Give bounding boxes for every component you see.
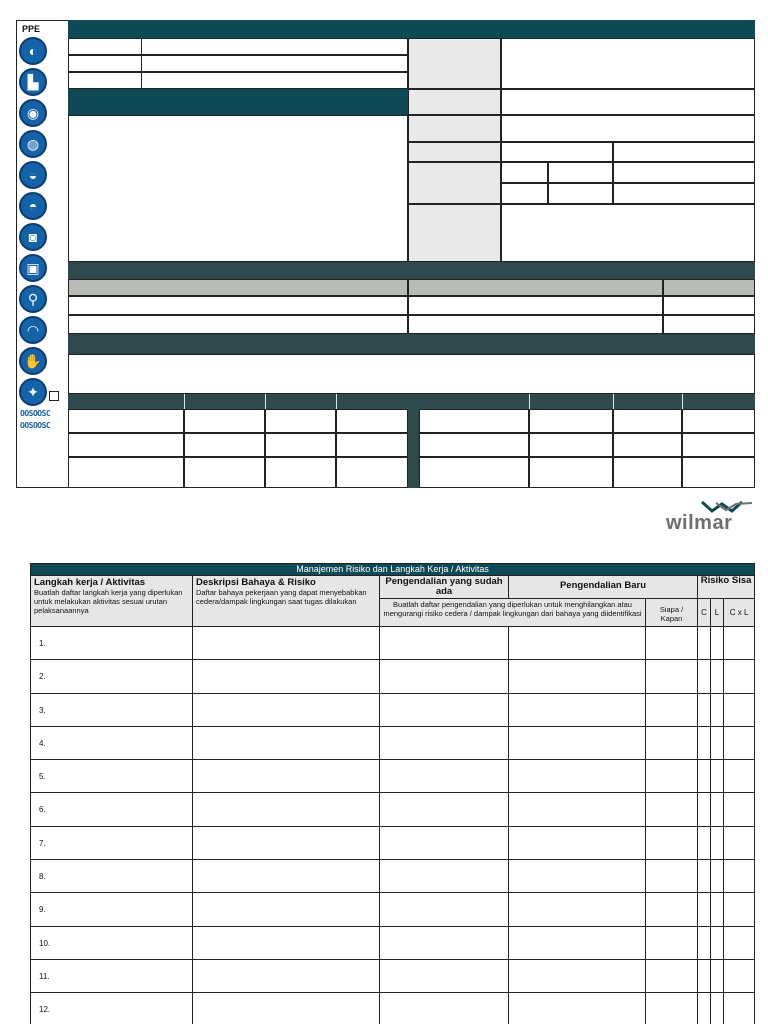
form-field-row[interactable] xyxy=(68,55,408,72)
signature-cell[interactable] xyxy=(613,457,682,488)
signature-cell[interactable] xyxy=(529,433,613,457)
table-cell[interactable] xyxy=(646,959,698,992)
table-cell[interactable] xyxy=(698,627,711,660)
form-value-cell[interactable] xyxy=(501,204,755,262)
table-cell[interactable] xyxy=(380,993,509,1024)
risk-table-body xyxy=(31,627,755,1024)
table-cell[interactable] xyxy=(646,993,698,1024)
col-desc: Daftar bahaya pekerjaan yang dapat menyebabkan cedera/dampak lingkungan saat tugas dilakukan xyxy=(196,588,367,606)
table-row xyxy=(31,993,755,1024)
form-value-cell[interactable] xyxy=(501,38,755,89)
ppe-other-checkbox[interactable] xyxy=(49,391,59,401)
form-label-cell xyxy=(408,142,501,162)
col-desc: Buatlah daftar langkah kerja yang diperlukan untuk melakukan aktivitas sesuai urutan pelaksanaannya xyxy=(34,588,183,615)
table-cell[interactable] xyxy=(698,726,711,759)
signature-cell[interactable] xyxy=(184,457,265,488)
table-cell[interactable] xyxy=(724,693,755,726)
col-header-existing-controls xyxy=(380,576,509,599)
ppe-pattern-row: OOSOOSC xyxy=(20,409,51,418)
notes-area[interactable] xyxy=(68,354,755,394)
table-row xyxy=(31,760,755,793)
table-cell[interactable] xyxy=(724,760,755,793)
who-when-text: Siapa / Kapan xyxy=(659,605,684,623)
table-cell[interactable] xyxy=(711,693,724,726)
table-cell[interactable] xyxy=(698,793,711,826)
table-cell[interactable] xyxy=(698,860,711,893)
table-cell[interactable] xyxy=(711,793,724,826)
col-title: Deskripsi Bahaya & Risiko xyxy=(196,577,316,588)
table-cell[interactable] xyxy=(408,296,663,315)
table-cell[interactable] xyxy=(509,726,646,759)
welding-mask-icon: ◙ xyxy=(19,223,47,251)
step-number-cell[interactable]: 2. xyxy=(31,660,193,693)
table-cell[interactable] xyxy=(698,660,711,693)
step-number-cell[interactable]: 6. xyxy=(31,793,193,826)
table-cell[interactable] xyxy=(711,826,724,859)
table-cell[interactable] xyxy=(646,893,698,926)
form-value-cell[interactable] xyxy=(613,142,755,162)
table-cell[interactable] xyxy=(724,893,755,926)
table-cell[interactable] xyxy=(380,726,509,759)
table-row xyxy=(31,926,755,959)
col-title: Risiko Sisa xyxy=(700,575,752,586)
table-cell[interactable] xyxy=(646,693,698,726)
table-row xyxy=(31,826,755,859)
gas-mask-icon: ◓ xyxy=(19,192,47,220)
table-cell[interactable] xyxy=(193,793,380,826)
form-label-cell xyxy=(408,204,501,262)
table-cell[interactable] xyxy=(193,860,380,893)
step-number-cell[interactable]: 10. xyxy=(31,926,193,959)
table-cell[interactable] xyxy=(646,760,698,793)
table-cell[interactable] xyxy=(646,926,698,959)
table-cell[interactable] xyxy=(698,959,711,992)
table-cell[interactable] xyxy=(380,893,509,926)
table-header-cell xyxy=(68,279,408,296)
form-value-cell[interactable] xyxy=(501,115,755,142)
table-cell[interactable] xyxy=(698,926,711,959)
header-divider xyxy=(336,394,337,409)
step-number-cell[interactable]: 11. xyxy=(31,959,193,992)
table-cell[interactable] xyxy=(380,760,509,793)
col-title: Langkah kerja / Aktivitas xyxy=(34,577,146,588)
header-divider xyxy=(184,394,185,409)
form-field-row[interactable] xyxy=(68,72,408,89)
step-number-cell[interactable]: 4. xyxy=(31,726,193,759)
signature-cell[interactable] xyxy=(336,433,408,457)
table-cell[interactable] xyxy=(646,860,698,893)
col-header-l: L xyxy=(711,599,724,627)
table-cell[interactable] xyxy=(509,993,646,1024)
table-cell[interactable] xyxy=(698,693,711,726)
signature-cell[interactable] xyxy=(265,433,336,457)
ppe-label: PPE xyxy=(22,24,41,34)
signature-cell[interactable] xyxy=(184,409,265,433)
ear-protection-icon: ◐ xyxy=(19,37,47,65)
signature-cell[interactable] xyxy=(613,433,682,457)
table-cell[interactable] xyxy=(193,959,380,992)
table-cell[interactable] xyxy=(193,826,380,859)
table-cell[interactable] xyxy=(711,660,724,693)
table-cell[interactable] xyxy=(711,993,724,1024)
safety-glasses-icon: ◉ xyxy=(19,99,47,127)
signature-cell[interactable] xyxy=(68,457,184,488)
table-cell[interactable] xyxy=(724,793,755,826)
signature-cell[interactable] xyxy=(682,457,755,488)
step-number-cell[interactable]: 1. xyxy=(31,627,193,660)
signature-cell[interactable] xyxy=(529,457,613,488)
table-cell[interactable] xyxy=(711,926,724,959)
safety-harness-icon: ✦ xyxy=(19,378,47,406)
form-value-cell[interactable] xyxy=(548,183,613,204)
table-row xyxy=(31,660,755,693)
header-divider xyxy=(613,394,614,409)
col-header-steps xyxy=(31,576,193,627)
respirator-mask-icon: ◒ xyxy=(19,161,47,189)
signature-cell[interactable] xyxy=(68,409,184,433)
table-cell[interactable] xyxy=(509,893,646,926)
table-cell[interactable] xyxy=(193,627,380,660)
table-cell[interactable] xyxy=(663,315,755,334)
table-cell[interactable] xyxy=(380,793,509,826)
table-cell[interactable] xyxy=(724,926,755,959)
table-cell[interactable] xyxy=(646,793,698,826)
table-cell[interactable] xyxy=(711,760,724,793)
logo-text: wilmar xyxy=(666,512,733,534)
step-number-cell[interactable]: 5. xyxy=(31,760,193,793)
form-value-cell[interactable] xyxy=(613,162,755,183)
hard-hat-icon: ◠ xyxy=(19,316,47,344)
table-cell[interactable] xyxy=(380,826,509,859)
table-cell[interactable] xyxy=(193,660,380,693)
table-cell[interactable] xyxy=(193,926,380,959)
form-label-cell xyxy=(408,162,501,204)
table-cell[interactable] xyxy=(646,627,698,660)
table-cell[interactable] xyxy=(509,693,646,726)
ppe-column xyxy=(16,20,68,488)
form-value-cell[interactable] xyxy=(501,162,548,183)
table-cell[interactable] xyxy=(193,893,380,926)
signature-cell[interactable] xyxy=(336,457,408,488)
header-divider xyxy=(265,394,266,409)
signature-cell[interactable] xyxy=(682,433,755,457)
safety-boots-icon: ▙ xyxy=(19,68,47,96)
table-header-cell xyxy=(663,279,755,296)
table-row xyxy=(31,726,755,759)
controls-description xyxy=(380,599,646,627)
table-cell[interactable] xyxy=(408,315,663,334)
table-cell[interactable] xyxy=(193,760,380,793)
table-cell[interactable] xyxy=(68,315,408,334)
table-row xyxy=(31,959,755,992)
col-title: Pengendalian yang sudah ada xyxy=(385,576,503,597)
description-area[interactable] xyxy=(68,115,408,262)
signature-cell[interactable] xyxy=(419,409,529,433)
table-cell[interactable] xyxy=(509,826,646,859)
signature-cell[interactable] xyxy=(419,457,529,488)
table-cell[interactable] xyxy=(698,993,711,1024)
table-cell[interactable] xyxy=(711,860,724,893)
signature-cell[interactable] xyxy=(613,409,682,433)
table-cell[interactable] xyxy=(711,959,724,992)
table-cell[interactable] xyxy=(724,860,755,893)
table-cell[interactable] xyxy=(698,826,711,859)
table-cell[interactable] xyxy=(711,726,724,759)
table-cell[interactable] xyxy=(646,826,698,859)
table-cell[interactable] xyxy=(724,993,755,1024)
table-cell[interactable] xyxy=(193,693,380,726)
form-value-cell[interactable] xyxy=(613,183,755,204)
table-cell[interactable] xyxy=(509,627,646,660)
col-header-hazards xyxy=(193,576,380,627)
table-cell[interactable] xyxy=(711,893,724,926)
apron-icon: ▣ xyxy=(19,254,47,282)
col-header-residual-risk xyxy=(698,576,755,599)
form-label-cell xyxy=(408,38,501,89)
step-number-cell[interactable]: 9. xyxy=(31,893,193,926)
header-divider xyxy=(529,394,530,409)
table-cell[interactable] xyxy=(380,926,509,959)
table-cell[interactable] xyxy=(380,959,509,992)
form-label-cell xyxy=(408,115,501,142)
table-cell[interactable] xyxy=(193,993,380,1024)
table-cell[interactable] xyxy=(646,660,698,693)
ppe-pattern-row: OOSOOSC xyxy=(20,421,51,430)
table-cell[interactable] xyxy=(646,726,698,759)
section-header-bar xyxy=(68,334,755,354)
risk-table-title: Manajemen Risiko dan Langkah Kerja / Aktivitas xyxy=(31,564,755,576)
step-number-cell[interactable]: 3. xyxy=(31,693,193,726)
signature-cell[interactable] xyxy=(184,433,265,457)
form-field-row[interactable] xyxy=(68,38,408,55)
table-row xyxy=(31,793,755,826)
form-value-cell[interactable] xyxy=(501,142,613,162)
header-divider xyxy=(682,394,683,409)
table-row xyxy=(31,893,755,926)
table-header-cell xyxy=(408,279,663,296)
table-row xyxy=(31,693,755,726)
table-cell[interactable] xyxy=(724,826,755,859)
step-number-cell[interactable]: 8. xyxy=(31,860,193,893)
table-cell[interactable] xyxy=(724,726,755,759)
table-cell[interactable] xyxy=(711,627,724,660)
col-header-c: C xyxy=(698,599,711,627)
col-title: Pengendalian Baru xyxy=(559,580,647,591)
col-header-who-when xyxy=(646,599,698,627)
signature-cell[interactable] xyxy=(265,457,336,488)
table-cell[interactable] xyxy=(509,760,646,793)
table-cell[interactable] xyxy=(698,760,711,793)
table-cell[interactable] xyxy=(724,627,755,660)
table-cell[interactable] xyxy=(380,860,509,893)
table-cell[interactable] xyxy=(509,660,646,693)
table-cell[interactable] xyxy=(193,726,380,759)
signature-cell[interactable] xyxy=(265,409,336,433)
signature-cell[interactable] xyxy=(529,409,613,433)
form-value-cell[interactable] xyxy=(548,162,613,183)
section-header-bar xyxy=(408,20,755,38)
wilmar-logo xyxy=(666,500,754,532)
signature-cell[interactable] xyxy=(336,409,408,433)
signature-cell[interactable] xyxy=(682,409,755,433)
table-cell[interactable] xyxy=(509,793,646,826)
table-row xyxy=(31,860,755,893)
table-cell[interactable] xyxy=(698,893,711,926)
table-cell[interactable] xyxy=(509,926,646,959)
form-value-cell[interactable] xyxy=(501,183,548,204)
table-cell[interactable] xyxy=(663,296,755,315)
table-cell[interactable] xyxy=(509,860,646,893)
table-cell[interactable] xyxy=(380,693,509,726)
risk-management-table xyxy=(30,563,755,1024)
signature-cell[interactable] xyxy=(68,433,184,457)
coverall-icon: ⚲ xyxy=(19,285,47,313)
form-label-cell xyxy=(408,89,501,115)
table-cell[interactable] xyxy=(68,296,408,315)
table-cell[interactable] xyxy=(380,627,509,660)
section-header-bar xyxy=(68,89,408,115)
col-header-new-controls xyxy=(509,576,698,599)
section-header-bar xyxy=(68,262,755,279)
table-cell[interactable] xyxy=(380,660,509,693)
table-cell[interactable] xyxy=(724,959,755,992)
face-shield-icon: ◍ xyxy=(19,130,47,158)
col-header-cxl: C x L xyxy=(724,599,755,627)
step-number-cell[interactable]: 7. xyxy=(31,826,193,859)
table-cell[interactable] xyxy=(509,959,646,992)
controls-desc-text: Buatlah daftar pengendalian yang diperlukan untuk menghilangkan atau mengurangi risiko cedera / dampak lingkungan dari bahaya yang diidentifikasi xyxy=(383,600,642,618)
table-cell[interactable] xyxy=(724,660,755,693)
signature-cell[interactable] xyxy=(419,433,529,457)
gloves-icon: ✋ xyxy=(19,347,47,375)
form-value-cell[interactable] xyxy=(501,89,755,115)
section-header-bar xyxy=(68,20,408,38)
divider-bar xyxy=(408,394,419,488)
divider xyxy=(141,38,142,89)
step-number-cell[interactable]: 12. xyxy=(31,993,193,1024)
table-row xyxy=(31,627,755,660)
